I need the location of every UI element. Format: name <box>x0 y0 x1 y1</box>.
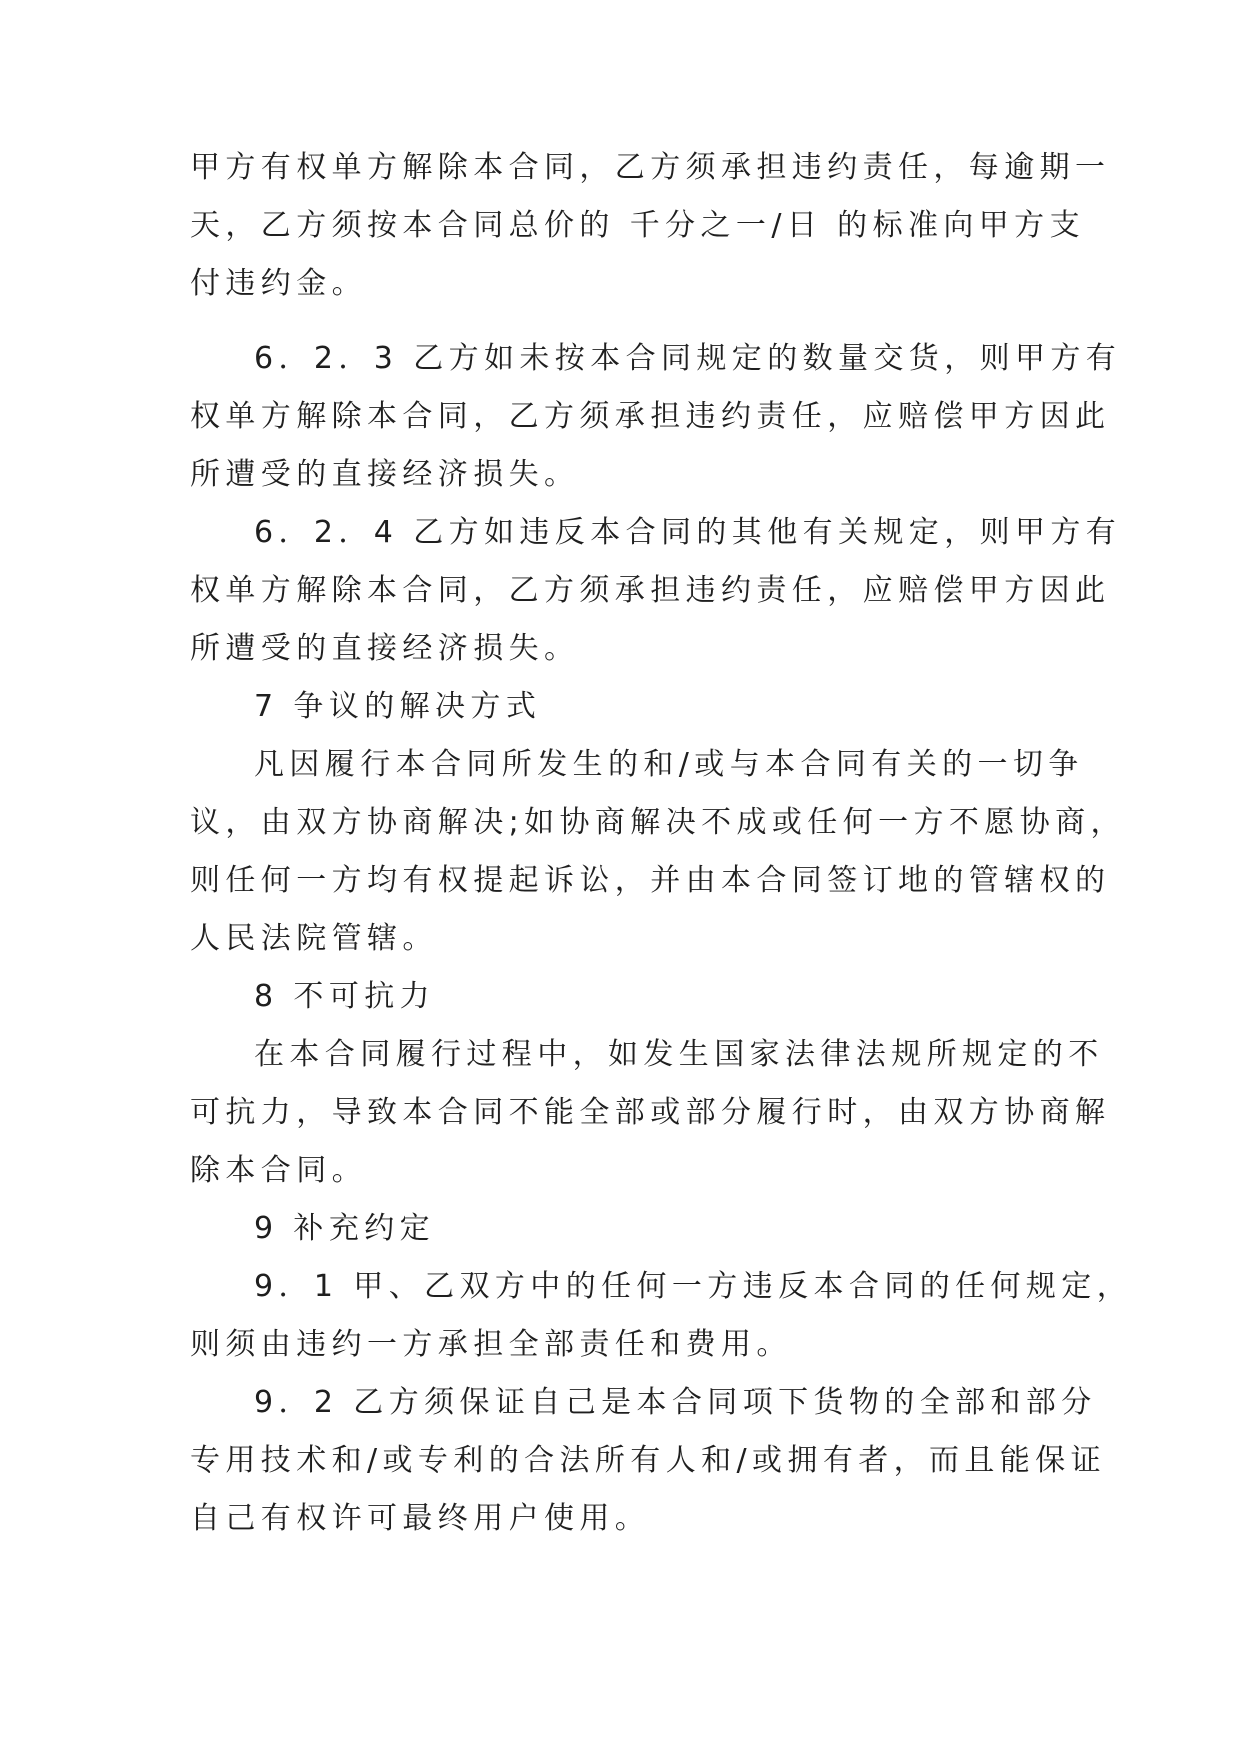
text-line: 天，乙方须按本合同总价的 千分之一/日 的标准向甲方支 <box>190 208 1085 243</box>
section-7-heading: 7 争议的解决方式 <box>254 689 542 724</box>
clause-6-2-3: 6．2．3 乙方如未按本合同规定的数量交货，则甲方有 <box>254 341 1122 376</box>
text-line: 则须由违约一方承担全部责任和费用。 <box>190 1327 792 1362</box>
clause-9-1: 9．1 甲、乙双方中的任何一方违反本合同的任何规定， <box>254 1269 1133 1304</box>
text-line: 甲方有权单方解除本合同，乙方须承担违约责任，每逾期一 <box>190 150 1111 185</box>
section-8-heading: 8 不可抗力 <box>254 979 436 1014</box>
text-line: 人民法院管辖。 <box>190 921 438 956</box>
text-line: 所遭受的直接经济损失。 <box>190 457 580 492</box>
text-line: 可抗力，导致本合同不能全部或部分履行时，由双方协商解 <box>190 1095 1111 1130</box>
clause-6-2-4: 6．2．4 乙方如违反本合同的其他有关规定，则甲方有 <box>254 515 1122 550</box>
text-line: 除本合同。 <box>190 1153 367 1188</box>
text-line: 专用技术和/或专利的合法所有人和/或拥有者，而且能保证 <box>190 1443 1107 1478</box>
text-line: 凡因履行本合同所发生的和/或与本合同有关的一切争 <box>254 747 1084 782</box>
text-line: 所遭受的直接经济损失。 <box>190 631 580 666</box>
clause-9-2: 9．2 乙方须保证自己是本合同项下货物的全部和部分 <box>254 1385 1097 1420</box>
text-line: 付违约金。 <box>190 266 367 301</box>
text-line: 议，由双方协商解决;如协商解决不成或任何一方不愿协商， <box>190 805 1126 840</box>
text-line: 则任何一方均有权提起诉讼，并由本合同签订地的管辖权的 <box>190 863 1111 898</box>
text-line: 权单方解除本合同，乙方须承担违约责任，应赔偿甲方因此 <box>190 399 1111 434</box>
section-9-heading: 9 补充约定 <box>254 1211 436 1246</box>
text-line: 在本合同履行过程中，如发生国家法律法规所规定的不 <box>254 1037 1104 1072</box>
text-line: 自己有权许可最终用户使用。 <box>190 1501 651 1536</box>
text-line: 权单方解除本合同，乙方须承担违约责任，应赔偿甲方因此 <box>190 573 1111 608</box>
